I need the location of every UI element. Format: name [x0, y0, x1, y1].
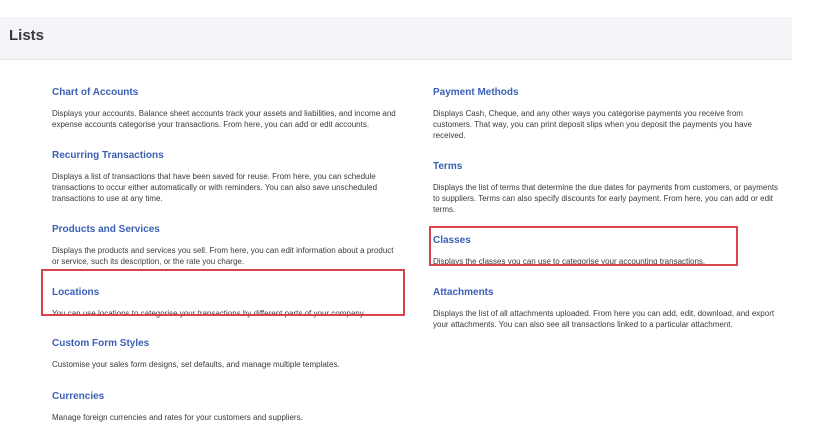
- payment-methods-link[interactable]: Payment Methods: [433, 87, 519, 98]
- currencies-description: Manage foreign currencies and rates for your customers and suppliers.: [52, 413, 303, 422]
- list-item-payment-methods: [433, 82, 783, 141]
- page-header: [0, 17, 792, 60]
- terms-description: Displays the list of terms that determine the due dates for payments from customers, or payments to suppliers. Terms can also specify discounts for early payment. From here, you can add or edit terms.: [433, 183, 779, 214]
- recurring-transactions-description: Displays a list of transactions that have been saved for reuse. From here, you can schedule transactions to occur either automatically or with reminders. You can also save unscheduled transactions to use at any time.: [52, 172, 378, 203]
- products-and-services-description: Displays the products and services you sell. From here, you can edit information about a product or service, such its description, or the rate you charge.: [52, 246, 394, 266]
- classes-link[interactable]: Classes: [433, 235, 471, 246]
- currencies-link[interactable]: Currencies: [52, 391, 105, 402]
- custom-form-styles-link[interactable]: Custom Form Styles: [52, 338, 150, 349]
- attachments-description: Displays the list of all attachments uploaded. From here you can add, edit, download, and export your attachments. You can also see all transactions linked to a particular attachment.: [433, 309, 775, 329]
- recurring-transactions-link[interactable]: Recurring Transactions: [52, 150, 164, 161]
- classes-description: Displays the classes you can use to categorise your accounting transactions.: [433, 257, 706, 266]
- list-item-products-and-services: [52, 219, 402, 267]
- list-item-classes: [433, 230, 738, 267]
- locations-description: You can use locations to categorise your transactions by different parts of your company.: [52, 309, 366, 318]
- list-item-terms: [433, 156, 783, 215]
- products-and-services-link[interactable]: Products and Services: [52, 224, 160, 235]
- list-item-locations: [52, 282, 408, 319]
- locations-link[interactable]: Locations: [52, 287, 100, 298]
- payment-methods-description: Displays Cash, Cheque, and any other ways you categorise payments you receive from customers. That way, you can print deposit slips when you deposit the payments you have received.: [433, 109, 752, 140]
- terms-link[interactable]: Terms: [433, 161, 463, 172]
- list-item-currencies: [52, 386, 402, 423]
- chart-of-accounts-link[interactable]: Chart of Accounts: [52, 87, 139, 98]
- custom-form-styles-description: Customise your sales form designs, set defaults, and manage multiple templates.: [52, 360, 340, 369]
- list-item-custom-form-styles: [52, 333, 402, 370]
- list-item-attachments: [433, 282, 783, 330]
- page-title: Lists: [9, 27, 45, 44]
- list-item-chart-of-accounts: [52, 82, 412, 130]
- attachments-link[interactable]: Attachments: [433, 287, 494, 298]
- chart-of-accounts-description: Displays your accounts. Balance sheet accounts track your assets and liabilities, and income and expense accounts categorise your transactions. From here, you can add or edit accounts.: [52, 109, 396, 129]
- list-item-recurring-transactions: [52, 145, 402, 204]
